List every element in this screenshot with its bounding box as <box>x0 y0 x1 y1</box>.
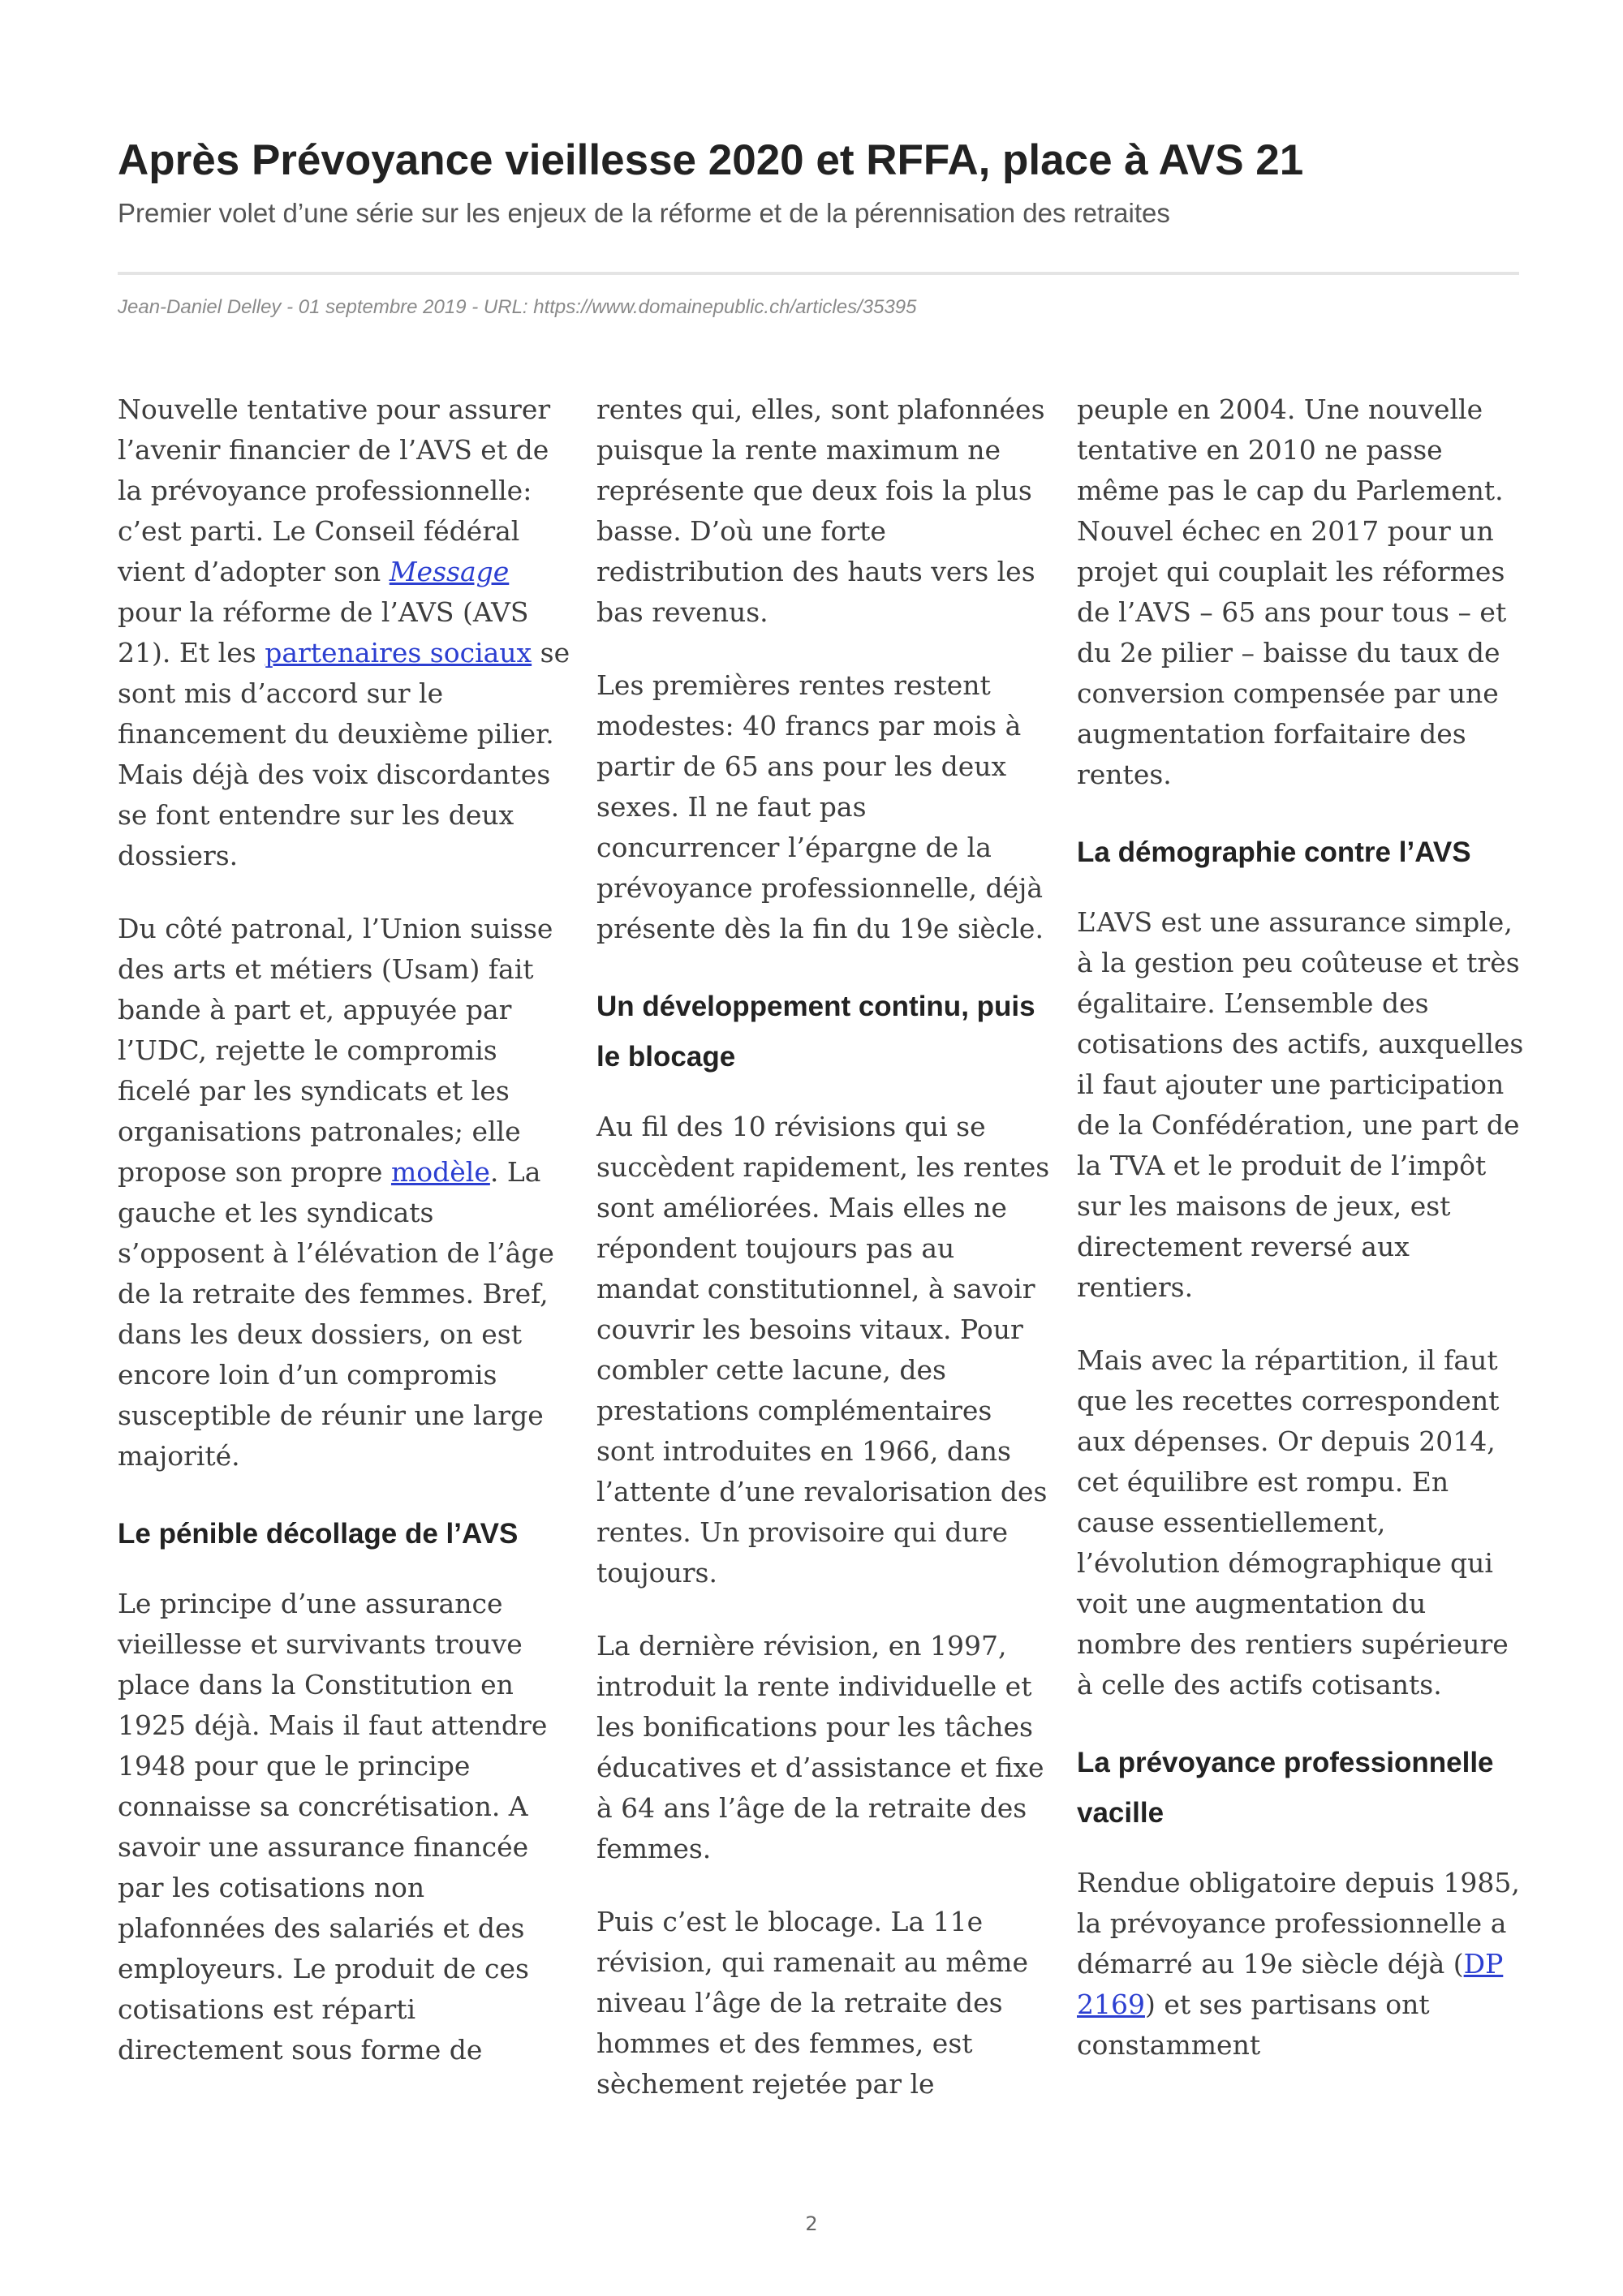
article-subtitle: Premier volet d’une série sur les enjeux de la réforme et de la pérennisation des retraites <box>118 198 1170 228</box>
paragraph: Au fil des 10 révisions qui se succèdent rapidement, les rentes sont améliorées. Mais elles ne répondent toujours pas au mandat constitutionnel, à savoir couvrir les besoins vitaux. Pour combler cette lacune, des prestations complémentaires sont introduites en 1966, dans l’attente d’une revalorisation des rentes. Un provisoire qui dure toujours. <box>596 1111 1050 1589</box>
paragraph: Mais avec la répartition, il faut que les recettes correspondent aux dépenses. Or depuis 2014, cet équilibre est rompu. En cause essentiellement, l’évolution démographique qui voit une augmentation du nombre des rentiers supérieure à celle des actifs cotisants. <box>1077 1344 1509 1701</box>
paragraph: L’AVS est une assurance simple, à la gestion peu coûteuse et très égalitaire. L’ensemble des cotisations des actifs, auxquelles il faut ajouter une participation de la Confédération, une part de la TVA et le produit de l’impôt sur les maisons de jeux, est directement reversé aux rentiers. <box>1077 906 1524 1303</box>
paragraph: peuple en 2004. Une nouvelle tentative en 2010 ne passe même pas le cap du Parlement. Nouvel échec en 2017 pour un projet qui couplait les réformes de l’AVS – 65 ans pour tous – et du 2e pilier – baisse du taux de conversion compensée par une augmentation forfaitaire des rentes. <box>1077 393 1507 790</box>
paragraph: Nouvelle tentative pour assurer l’avenir financier de l’AVS et de la prévoyance professionnelle: c’est parti. Le Conseil fédéral vient d’adopter son Message pour la réforme de l’AVS (AVS 21). Et les partenaires sociaux se sont mis d’accord sur le financement du deuxième pilier. Mais déjà des voix discordantes se font entendre sur les deux dossiers. <box>118 393 570 871</box>
dp-2169-link[interactable]: DP 2169 <box>1077 1948 1504 2020</box>
paragraph: La dernière révision, en 1997, introduit la rente individuelle et les bonifications pour les tâches éducatives et d’assistance et fixe à 64 ans l’âge de la retraite des femmes. <box>596 1630 1044 1864</box>
column-1 <box>118 389 572 2103</box>
modele-link[interactable]: modèle <box>390 1156 490 1188</box>
paragraph: Le principe d’une assurance vieillesse et survivants trouve place dans la Constitution en 1925 déjà. Mais il faut attendre 1948 pour que le principe connaisse sa concrétisation. A savoir une assurance financée par les cotisations non plafonnées des salariés et des employeurs. Le produit de ces cotisations est réparti directement sous forme de <box>118 1588 548 2066</box>
section-heading: La prévoyance professionnelle vacille <box>1077 1747 1494 1829</box>
paragraph: Rendue obligatoire depuis 1985, la prévoyance professionnelle a démarré au 19e siècle déjà (DP 2169) et ses partisans ont constamment <box>1077 1867 1520 2061</box>
partenaires-sociaux-link[interactable]: partenaires sociaux <box>265 637 532 669</box>
paragraph: Puis c’est le blocage. La 11e révision, qui ramenait au même niveau l’âge de la retraite des hommes et des femmes, est sèchement rejetée par le <box>596 1906 1029 2100</box>
column-2 <box>596 389 1051 2137</box>
paragraph: Du côté patronal, l’Union suisse des arts et métiers (Usam) fait bande à part et, appuyée par l’UDC, rejette le compromis ficelé par les syndicats et les organisations patronales; elle propose son propre modèle. La gauche et les syndicats s’opposent à l’élévation de l’âge de la retraite des femmes. Bref, dans les deux dossiers, on est encore loin d’un compromis susceptible de réunir une large majorité. <box>118 913 554 1472</box>
section-heading: La démographie contre l’AVS <box>1077 836 1471 868</box>
paragraph: Les premières rentes restent modestes: 40 francs par mois à partir de 65 ans pour les deux sexes. Il ne faut pas concurrencer l’épargne de la prévoyance professionnelle, déjà présente dès la fin du 19e siècle. <box>596 669 1044 944</box>
article-header <box>118 130 1519 318</box>
page-number: 2 <box>805 2212 818 2235</box>
header-divider <box>118 272 1519 275</box>
message-link[interactable]: Message <box>389 556 510 587</box>
column-3 <box>1077 389 1531 2098</box>
paragraph: rentes qui, elles, sont plafonnées puisque la rente maximum ne représente que deux fois la plus basse. D’où une forte redistribution des hauts vers les bas revenus. <box>596 393 1045 628</box>
article-title: Après Prévoyance vieillesse 2020 et RFFA, place à AVS 21 <box>118 136 1304 184</box>
section-heading: Un développement continu, puis le blocage <box>596 991 1035 1073</box>
section-heading: Le pénible décollage de l’AVS <box>118 1518 519 1550</box>
article-meta: Jean-Daniel Delley - 01 septembre 2019 - URL: https://www.domainepublic.ch/articles/35395 <box>118 296 917 318</box>
